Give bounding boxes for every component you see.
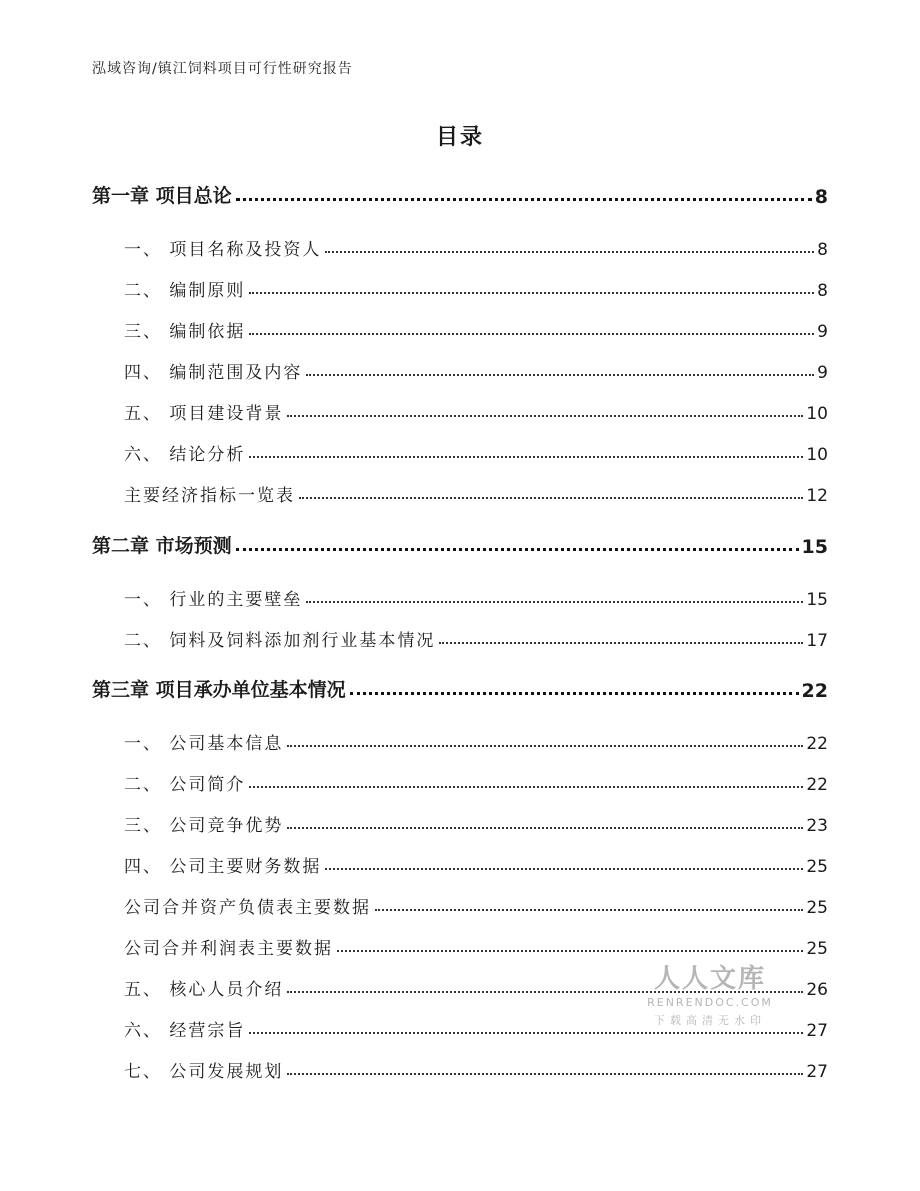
toc-label: 六、 经营宗旨 — [124, 1021, 246, 1041]
toc-leader-dots — [249, 1032, 803, 1034]
toc-section[interactable] — [0, 310, 920, 342]
toc-leader-dots — [337, 950, 803, 952]
toc-label: 三、 编制依据 — [124, 322, 246, 342]
toc-page-number: 9 — [817, 322, 828, 342]
toc-page-number: 25 — [806, 857, 828, 877]
toc-page-number: 15 — [806, 590, 828, 610]
toc-page-number: 26 — [806, 980, 828, 1000]
toc-section[interactable] — [0, 351, 920, 383]
toc-leader-dots — [325, 251, 814, 253]
toc-page-number: 22 — [801, 680, 828, 702]
toc-page-number: 17 — [806, 631, 828, 651]
toc-section[interactable] — [0, 433, 920, 465]
toc-leader-dots — [439, 642, 803, 644]
toc-page-number: 25 — [806, 898, 828, 918]
toc-leader-dots — [325, 868, 803, 870]
watermark-domain: RENRENDOC.COM — [647, 996, 773, 1009]
toc-section[interactable] — [0, 722, 920, 754]
toc-page-number: 8 — [814, 186, 828, 208]
watermark-name: 人人文库 — [653, 964, 766, 994]
document-header: 泓域咨询/镇江饲料项目可行性研究报告 — [92, 61, 353, 77]
toc-section[interactable] — [0, 763, 920, 795]
toc-label: 公司合并利润表主要数据 — [124, 939, 333, 959]
toc-page-number: 9 — [817, 363, 828, 383]
toc-page-number: 27 — [806, 1062, 828, 1082]
toc-leader-dots — [236, 198, 812, 201]
toc-leader-dots — [299, 497, 803, 499]
toc-label: 五、 项目建设背景 — [124, 404, 284, 424]
toc-label: 六、 结论分析 — [124, 445, 246, 465]
toc-leader-dots — [306, 374, 814, 376]
toc-label: 一、 项目名称及投资人 — [124, 240, 322, 260]
toc-page-number: 23 — [806, 816, 828, 836]
toc-leader-dots — [287, 415, 803, 417]
toc-label: 第二章 市场预测 — [92, 535, 232, 557]
watermark-note: 下载高清无水印 — [654, 1014, 766, 1027]
toc-page-number: 10 — [806, 445, 828, 465]
toc-section[interactable] — [0, 845, 920, 877]
toc-label: 三、 公司竞争优势 — [124, 816, 284, 836]
toc-chapter-2[interactable] — [0, 526, 920, 558]
toc-section[interactable] — [0, 619, 920, 651]
toc-page-number: 25 — [806, 939, 828, 959]
toc-section[interactable] — [0, 968, 920, 1000]
toc-label: 二、 编制原则 — [124, 281, 246, 301]
toc-label: 二、 饲料及饲料添加剂行业基本情况 — [124, 631, 436, 651]
toc-label: 一、 行业的主要壁垒 — [124, 590, 303, 610]
toc-leader-dots — [249, 456, 803, 458]
toc-label: 第一章 项目总论 — [92, 185, 232, 207]
toc-section[interactable] — [0, 578, 920, 610]
toc-label: 第三章 项目承办单位基本情况 — [92, 679, 346, 701]
toc-chapter-1[interactable] — [0, 176, 920, 208]
toc-leader-dots — [249, 786, 803, 788]
toc-label: 四、 公司主要财务数据 — [124, 857, 322, 877]
toc-page-number: 22 — [806, 775, 828, 795]
toc-leader-dots — [306, 601, 803, 603]
toc-page-number: 8 — [817, 281, 828, 301]
toc-page-number: 27 — [806, 1021, 828, 1041]
toc-page-number: 10 — [806, 404, 828, 424]
toc-leader-dots — [249, 292, 814, 294]
toc-leader-dots — [287, 1073, 803, 1075]
toc-section[interactable] — [0, 269, 920, 301]
toc-chapter-3[interactable] — [0, 670, 920, 702]
toc-label: 四、 编制范围及内容 — [124, 363, 303, 383]
toc-label: 一、 公司基本信息 — [124, 734, 284, 754]
toc-section[interactable] — [0, 927, 920, 959]
toc-page-number: 15 — [801, 536, 828, 558]
watermark — [645, 958, 775, 1028]
toc-section[interactable] — [0, 228, 920, 260]
toc-leader-dots — [375, 909, 803, 911]
toc-section[interactable] — [0, 392, 920, 424]
toc-label: 七、 公司发展规划 — [124, 1062, 284, 1082]
toc-title: 目录 — [435, 125, 484, 150]
toc-section[interactable] — [0, 886, 920, 918]
toc-section[interactable] — [0, 1009, 920, 1041]
toc-label: 主要经济指标一览表 — [124, 486, 295, 506]
toc-label: 五、 核心人员介绍 — [124, 980, 284, 1000]
toc-section[interactable] — [0, 1050, 920, 1082]
toc-leader-dots — [287, 827, 803, 829]
toc-label: 二、 公司简介 — [124, 775, 246, 795]
toc-page-number: 22 — [806, 734, 828, 754]
toc-page-number: 12 — [806, 486, 828, 506]
toc-leader-dots — [249, 333, 814, 335]
toc-section[interactable] — [0, 474, 920, 506]
toc-leader-dots — [350, 692, 799, 695]
toc-label: 公司合并资产负债表主要数据 — [124, 898, 371, 918]
toc-page-number: 8 — [817, 240, 828, 260]
toc-leader-dots — [287, 745, 803, 747]
toc-leader-dots — [236, 548, 799, 551]
toc-section[interactable] — [0, 804, 920, 836]
